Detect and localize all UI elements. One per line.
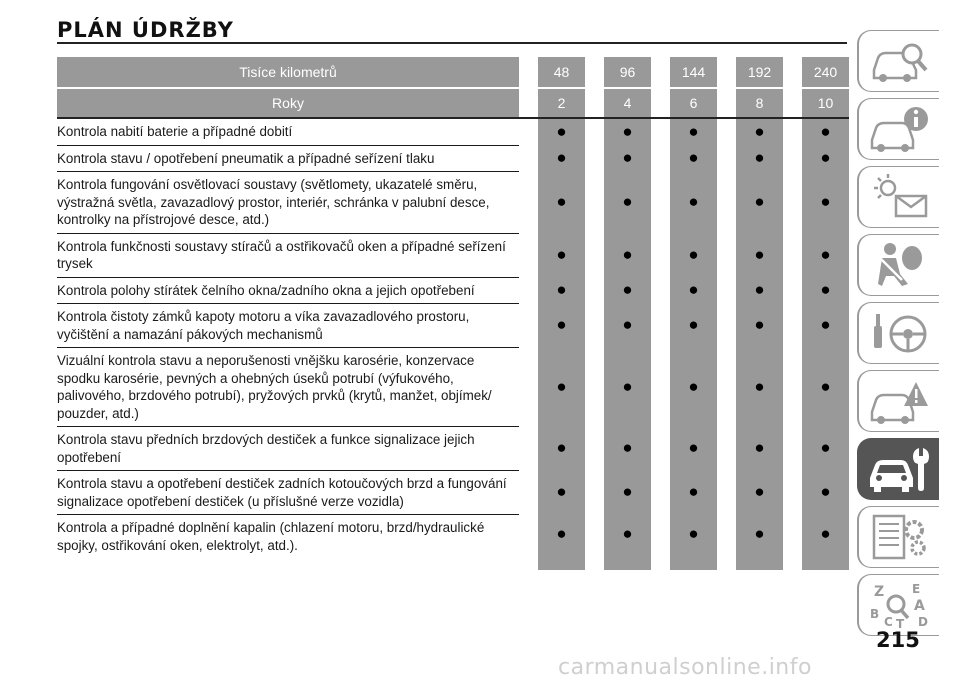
check-dot: ● [556, 315, 567, 334]
check-dot: ● [688, 191, 699, 211]
index-letter: T [896, 617, 905, 630]
check-dot: ● [556, 523, 567, 543]
header-year-value: 6 [670, 88, 717, 118]
check-dot: ● [820, 523, 831, 543]
table-row [57, 277, 849, 304]
check-dot: ● [556, 147, 567, 167]
check-cell [736, 118, 783, 145]
table-row [57, 471, 849, 515]
check-cell [736, 427, 783, 471]
row-label: Kontrola a případné doplnění kapalin (chlazení motoru, brzd/hydraulické spojky, ostřikování oken, elektrolyt, atd.). [57, 520, 485, 553]
check-cell [604, 304, 651, 348]
row-label: Kontrola stavu / opotřebení pneumatik a případné seřízení tlaku [57, 145, 519, 172]
table-row [57, 172, 849, 234]
spec-list-gears-icon [866, 512, 932, 562]
check-dot: ● [820, 438, 831, 457]
check-dot: ● [622, 482, 633, 501]
check-dot: ● [688, 121, 699, 141]
table-row [57, 145, 849, 172]
header-row-kilometers [57, 57, 849, 88]
header-km-value: 96 [604, 57, 651, 88]
header-year-value: 10 [802, 88, 849, 118]
check-cell [604, 427, 651, 471]
check-dot: ● [820, 147, 831, 167]
check-dot: ● [754, 147, 765, 167]
check-dot: ● [754, 244, 765, 264]
title-rule [57, 42, 847, 44]
check-cell [604, 515, 651, 571]
page-title: PLÁN ÚDRŽBY [57, 18, 234, 42]
index-letter: D [918, 615, 928, 629]
check-cell [670, 304, 717, 348]
header-year-value: 8 [736, 88, 783, 118]
check-dot: ● [820, 376, 831, 396]
check-cell [802, 348, 849, 427]
table-row [57, 233, 849, 277]
check-cell [736, 233, 783, 277]
header-km-value: 48 [538, 57, 585, 88]
check-cell [670, 118, 717, 145]
tab-technical-data[interactable] [857, 506, 939, 568]
row-label: Kontrola funkčnosti soustavy stíračů a ostřikovačů oken a případné seřízení trysek [57, 233, 519, 277]
header-km-label: Tisíce kilometrů [57, 57, 519, 88]
tab-car-info[interactable] [857, 98, 939, 160]
check-dot: ● [820, 244, 831, 264]
tab-emergency[interactable] [857, 370, 939, 432]
alphabetical-index-icon [866, 580, 932, 630]
check-cell [538, 515, 585, 571]
check-dot: ● [754, 279, 765, 299]
check-cell [670, 427, 717, 471]
check-dot: ● [754, 315, 765, 334]
row-label: Kontrola fungování osvětlovací soustavy (světlomety, ukazatelé směru, výstražná světla, zavazadlový prostor, interiér, schránka v palubní desce, kontrolky na přístrojové desce, atd.) [57, 172, 519, 234]
index-letter: E [912, 582, 921, 596]
row-label: Kontrola stavu a opotřebení destiček zadních kotoučových brzd a fungování signalizace opotřebení destiček (u příslušné verze vozidla) [57, 471, 519, 515]
check-cell [802, 277, 849, 304]
tab-index[interactable] [857, 574, 939, 636]
check-cell [802, 304, 849, 348]
check-cell [670, 233, 717, 277]
check-dot: ● [622, 438, 633, 457]
check-dot: ● [556, 191, 567, 211]
check-dot: ● [622, 315, 633, 334]
check-cell [538, 427, 585, 471]
table-row [57, 304, 849, 348]
car-search-icon [866, 36, 932, 86]
check-cell [538, 277, 585, 304]
check-cell [802, 233, 849, 277]
check-dot: ● [820, 482, 831, 501]
check-dot: ● [556, 279, 567, 299]
key-steering-wheel-icon [866, 308, 932, 358]
row-label: Kontrola nabití baterie a případné dobití [57, 118, 519, 145]
header-km-value: 192 [736, 57, 783, 88]
chapter-sidebar [857, 30, 941, 642]
index-letter: C [884, 615, 893, 629]
car-breakdown-icon [866, 376, 932, 426]
check-cell [802, 172, 849, 234]
check-cell [538, 471, 585, 515]
seatbelt-airbag-icon [866, 240, 932, 290]
check-dot: ● [754, 482, 765, 501]
check-dot: ● [556, 376, 567, 396]
check-cell [604, 145, 651, 172]
check-cell [802, 427, 849, 471]
check-dot: ● [754, 191, 765, 211]
check-cell [802, 471, 849, 515]
check-cell [604, 348, 651, 427]
check-dot: ● [820, 121, 831, 141]
header-year-value: 4 [604, 88, 651, 118]
check-dot: ● [754, 438, 765, 457]
check-dot: ● [688, 147, 699, 167]
check-cell [802, 118, 849, 145]
check-cell [604, 118, 651, 145]
check-dot: ● [688, 438, 699, 457]
check-dot: ● [622, 191, 633, 211]
check-dot: ● [688, 279, 699, 299]
tab-maintenance[interactable] [857, 438, 939, 500]
check-cell [736, 304, 783, 348]
check-cell [604, 277, 651, 304]
maintenance-schedule-table [57, 57, 849, 570]
row-label: Kontrola polohy stírátek čelního okna/zadního okna a jejich opotřebení [57, 277, 519, 304]
check-cell [538, 118, 585, 145]
header-years-label: Roky [57, 88, 519, 118]
check-dot: ● [754, 523, 765, 543]
check-dot: ● [688, 244, 699, 264]
check-cell [736, 145, 783, 172]
check-cell [670, 348, 717, 427]
check-cell [670, 145, 717, 172]
header-row-years [57, 88, 849, 118]
check-dot: ● [622, 244, 633, 264]
check-cell [736, 277, 783, 304]
row-label: Kontrola stavu předních brzdových destiček a funkce signalizace jejich opotřebení [57, 427, 519, 471]
check-cell [736, 471, 783, 515]
row-label: Vizuální kontrola stavu a neporušenosti vnějšku karosérie, konzervace spodku karosérie, pevných a ohebných úseků potrubí (výfukového, palivového, brzdového potrubí), pryžových prvků (krytů, manžet, objímek/ pouzder, atd.) [57, 348, 519, 427]
check-cell [670, 277, 717, 304]
check-dot: ● [754, 121, 765, 141]
check-cell [736, 515, 783, 571]
check-cell [670, 515, 717, 571]
check-dot: ● [754, 376, 765, 396]
check-dot: ● [622, 279, 633, 299]
table-row [57, 118, 849, 145]
tab-safety[interactable] [857, 234, 939, 296]
check-dot: ● [688, 482, 699, 501]
check-cell [802, 145, 849, 172]
check-cell [670, 172, 717, 234]
warning-light-envelope-icon [866, 172, 932, 222]
check-dot: ● [688, 376, 699, 396]
check-cell [538, 348, 585, 427]
index-letter: A [914, 598, 925, 614]
page-number: 215 [876, 628, 920, 652]
index-letter: B [870, 607, 880, 621]
check-dot: ● [556, 121, 567, 141]
check-cell [604, 172, 651, 234]
check-cell [802, 515, 849, 571]
check-dot: ● [556, 438, 567, 457]
watermark: carmanualsonline.info [558, 655, 812, 680]
car-info-icon [866, 104, 932, 154]
check-dot: ● [688, 315, 699, 334]
check-cell [538, 233, 585, 277]
header-year-value: 2 [538, 88, 585, 118]
check-dot: ● [556, 244, 567, 264]
index-letter: Z [874, 584, 885, 600]
check-dot: ● [820, 279, 831, 299]
check-cell [736, 172, 783, 234]
tab-car-search[interactable] [857, 30, 939, 92]
check-dot: ● [820, 191, 831, 211]
table-row [57, 427, 849, 471]
tab-starting-driving[interactable] [857, 302, 939, 364]
check-cell [538, 145, 585, 172]
tab-warning-lights[interactable] [857, 166, 939, 228]
check-dot: ● [622, 147, 633, 167]
header-km-value: 240 [802, 57, 849, 88]
car-wrench-icon [866, 444, 932, 494]
check-cell [670, 471, 717, 515]
check-cell [604, 471, 651, 515]
table-row [57, 515, 849, 571]
check-dot: ● [622, 376, 633, 396]
check-dot: ● [688, 523, 699, 543]
table-row [57, 348, 849, 427]
row-label: Kontrola čistoty zámků kapoty motoru a víka zavazadlového prostoru, vyčištění a namazání pákových mechanismů [57, 304, 519, 348]
check-cell [604, 233, 651, 277]
check-dot: ● [820, 315, 831, 334]
check-cell [538, 172, 585, 234]
check-dot: ● [622, 121, 633, 141]
header-km-value: 144 [670, 57, 717, 88]
check-dot: ● [556, 482, 567, 501]
check-cell [538, 304, 585, 348]
check-dot: ● [622, 523, 633, 543]
check-cell [736, 348, 783, 427]
